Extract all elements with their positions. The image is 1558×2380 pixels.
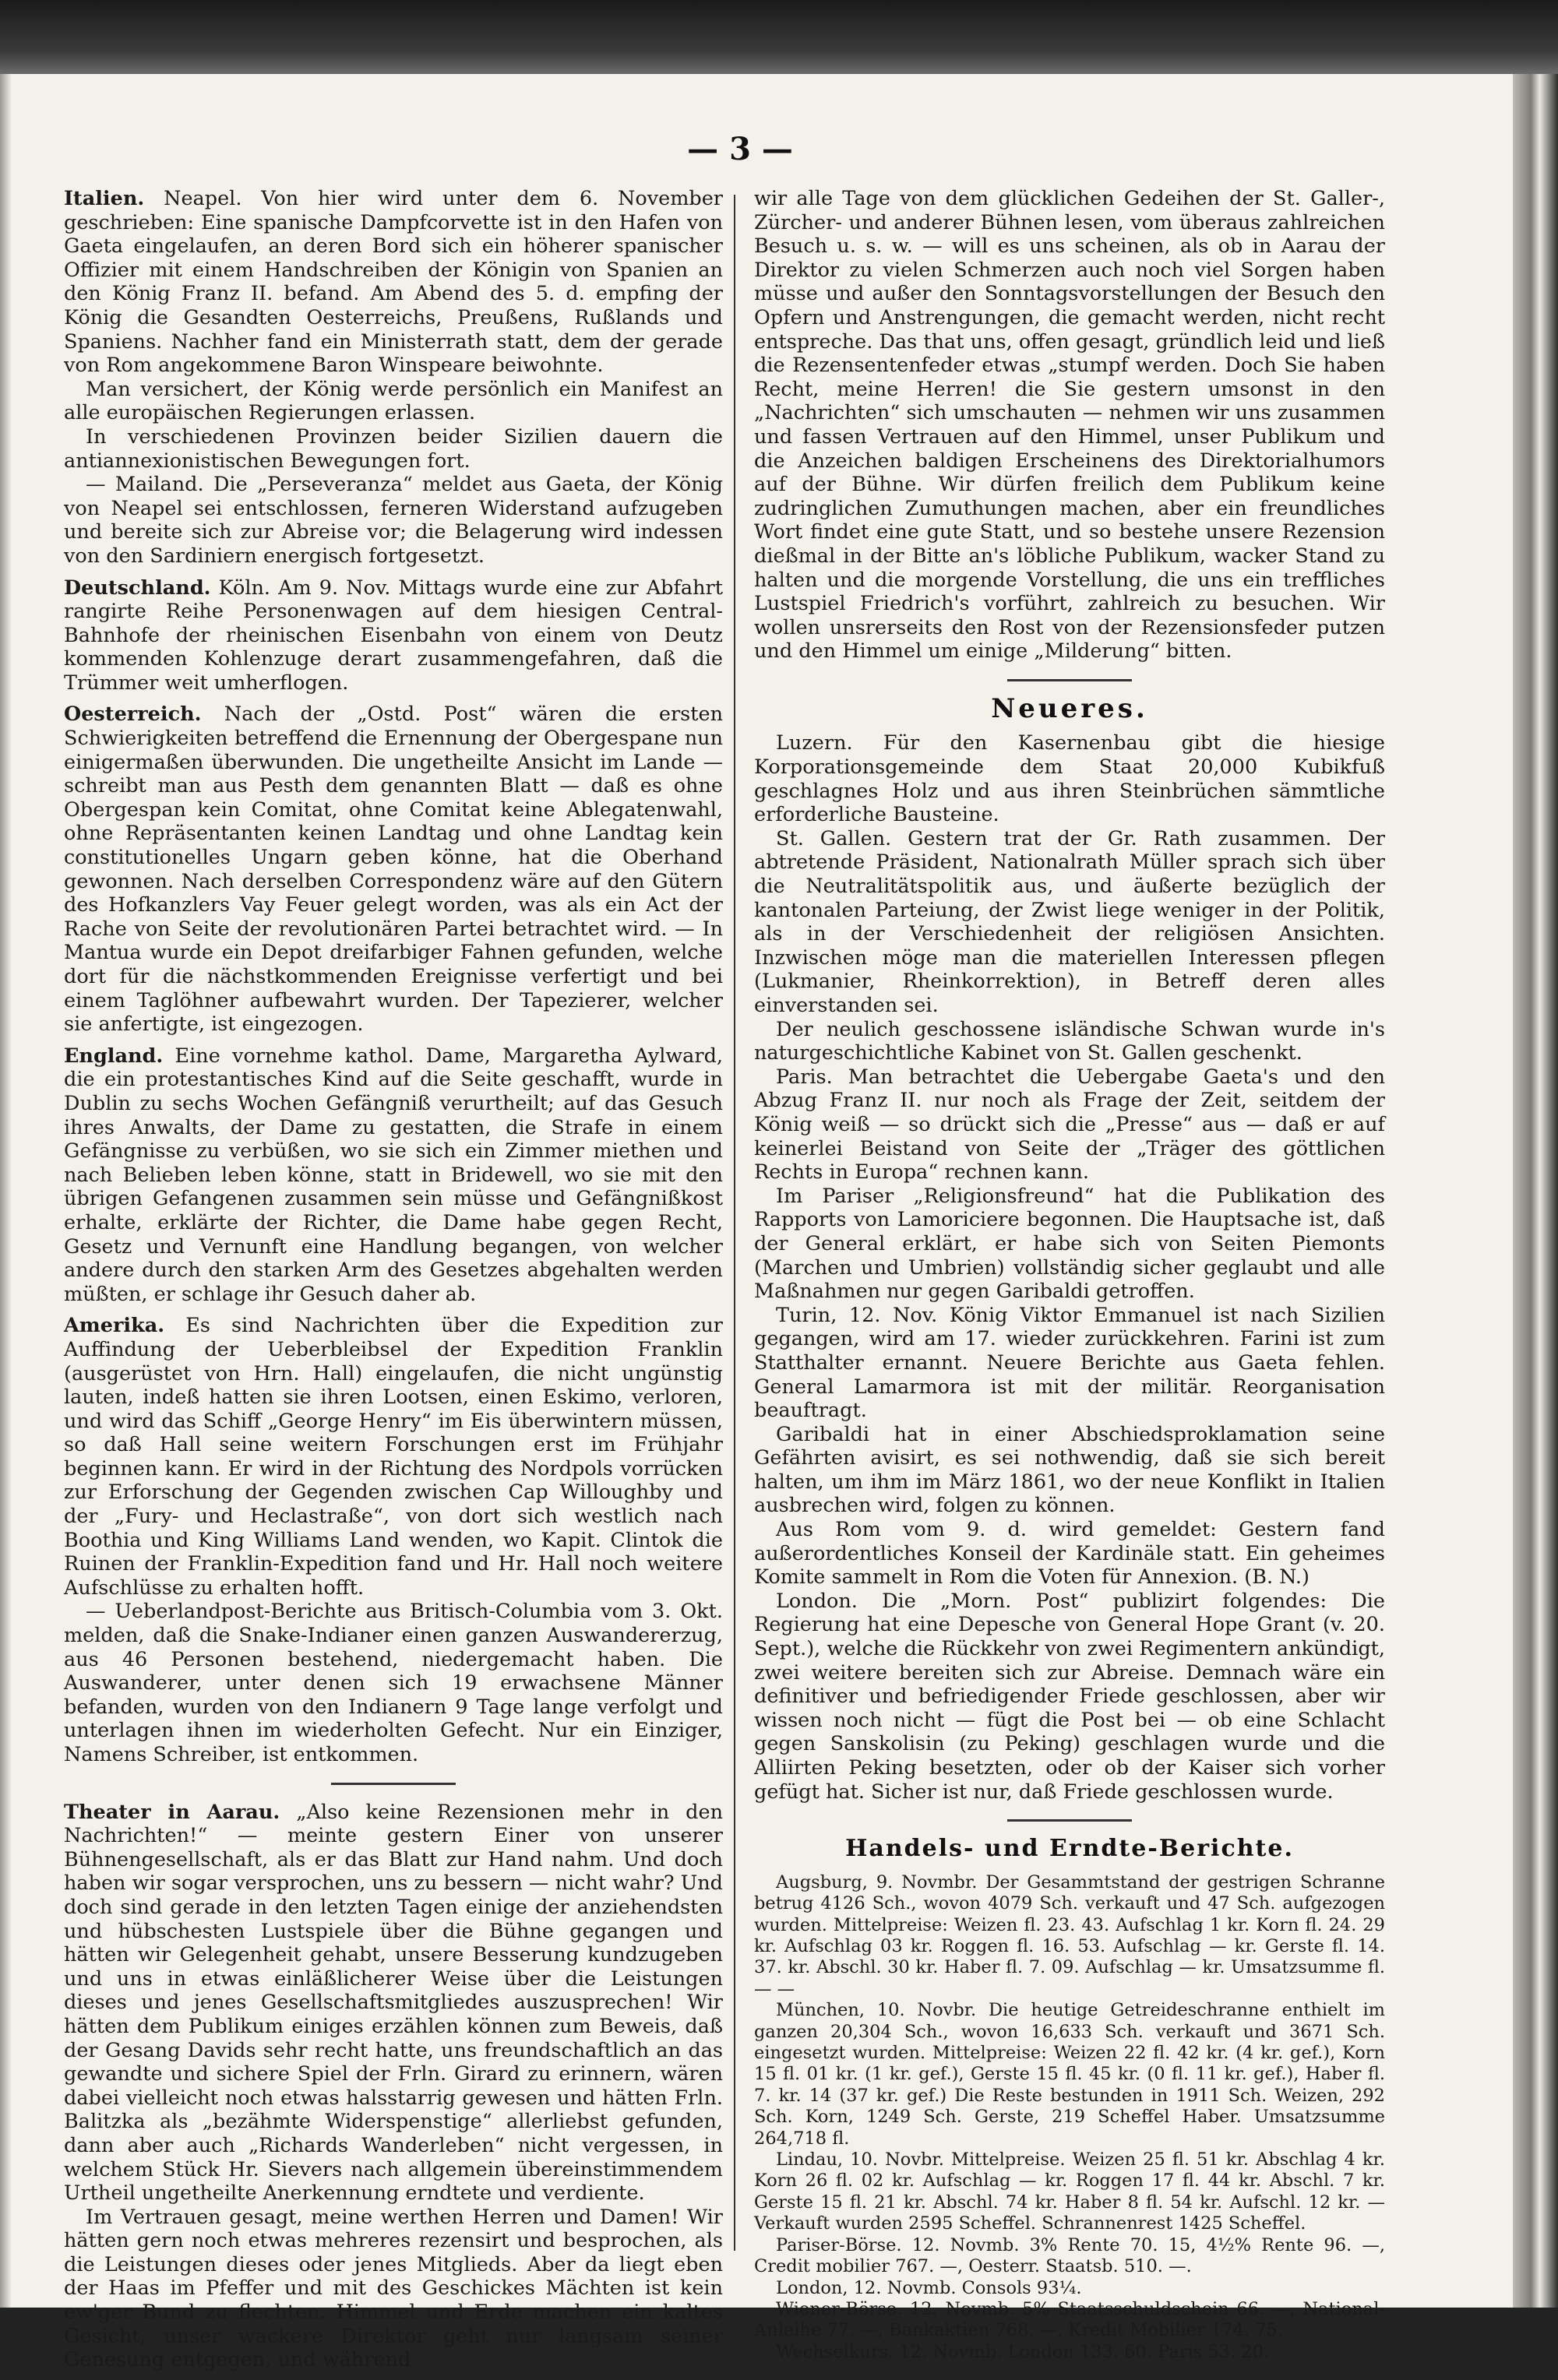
article-heading: Italien. [64, 187, 145, 210]
market-report: Pariser-Börse. 12. Novmb. 3% Rente 70. 15, 4½% Rente 96. —, Credit mobilier 767. —, Oesterr. Staatsb. 510. —. [754, 2234, 1385, 2277]
article-heading: Theater in Aarau. [64, 1800, 280, 1824]
scan-right-edge [1513, 74, 1558, 2308]
article-paragraph: Neapel. Von hier wird unter dem 6. November geschrieben: Eine spanische Dampfcorvette ist in den Hafen von Gaeta eingelaufen, an deren Bord sich ein höherer spanischer Offizier mit einem Handschreiben der Königin von Spanien an den König Franz II. befand. Am Abend des 5. d. empfing der König die Gesandten Oesterreichs, Preußens, Rußlands und Spaniens. Nachher fand ein Ministerrath statt, dem der gerade von Rom angekommene Baron Winspeare beiwohnte. [64, 187, 723, 378]
news-item: Aus Rom vom 9. d. wird gemeldet: Gestern fand außerordentliches Konseil der Kardinäle statt. Ein geheimes Komite sammelt in Rom die Voten für Annexion. (B. N.) [754, 1518, 1385, 1590]
article-paragraph: Man versichert, der König werde persönlich ein Manifest an alle europäischen Regierungen erlassen. [64, 377, 723, 425]
article-theater-aarau [64, 1801, 723, 2372]
article-heading: England. [64, 1044, 164, 1068]
article-paragraph: Köln. Am 9. Nov. Mittags wurde eine zur Abfahrt rangirte Reihe Personenwagen auf dem hiesigen Central-Bahnhofe der rheinischen Eisenbahn von einem von Deutz kommenden Kohlenzuge derart zusammengefahren, daß die Trümmer weit umherflogen. [64, 576, 723, 695]
article-england [64, 1044, 723, 1307]
left-column [64, 187, 723, 2380]
market-report: London, 12. Novmb. Consols 93¼. [776, 2277, 1082, 2298]
article-paragraph: — Mailand. Die „Perseveranza“ meldet aus Gaeta, der König von Neapel sei entschlossen, ferneren Widerstand aufzugeben und bereite sich zur Abreise vor; die Belagerung wird indessen von den Sardiniern energisch fortgesetzt. [64, 473, 723, 568]
news-item: Im Pariser „Religionsfreund“ hat die Publikation des Rapports von Lamoriciere begonnen. Die Hauptsache ist, daß der General erklärt, er habe sich von Seiten Piemonts (Marchen und Umbrien) vollständig sicher geglaubt und alle Maßnahmen nur gegen Garibaldi getroffen. [754, 1184, 1385, 1304]
right-column [754, 187, 1385, 2371]
article-heading: Oesterreich. [64, 702, 202, 727]
article-paragraph: Im Vertrauen gesagt, meine werthen Herren und Damen! Wir hätten gern noch etwas mehreres rezensirt und besprochen, als die Leistungen dieses oder jenes Mitglieds. Aber da liegt eben der Haas im Pfeffer und mit des Geschickes Mächten ist kein ew'ger Bund zu flechten. Himmel und Erde machen ein kaltes Gesicht, unser wackere Direktor geht nur langsam seiner Genesung entgegen, und während [64, 2205, 723, 2372]
article-heading: Amerika. [64, 1314, 165, 1338]
column-divider [734, 195, 735, 2251]
news-item: Der neulich geschossene isländische Schwan wurde in's naturgeschichtliche Kabinet von St. Gallen geschenkt. [754, 1017, 1385, 1065]
article-paragraph: wir alle Tage von dem glücklichen Gedeihen der St. Galler-, Zürcher- und anderer Bühnen lesen, vom überaus zahlreichen Besuch u. s. w. — will es uns scheinen, als ob in Aarau der Direktor zu vielen Schmerzen auch noch viel Sorgen haben müsse und außer den Sonntagsvorstellungen der Besuch den Opfern und Anstrengungen, die gemacht werden, nicht recht entspreche. Das that uns, offen gesagt, gründlich leid und ließ die Rezensentenfeder etwas „stumpf werden. Doch Sie haben Recht, meine Herren! die Sie gestern umsonst in den „Nachrichten“ sich umschauten — nehmen wir uns zusammen und fassen Vertrauen auf den Himmel, unser Publikum und die Anzeichen baldigen Erscheinens des Direktorialhumors auf der Bühne. Wir dürfen freilich dem Publikum keine zudringlichen Zumuthungen machen, aber ein freundliches Wort findet eine gute Statt, und so bestehe unsere Rezension dießmal in der Bitte an's löbliche Publikum, wacker Stand zu halten und die morgende Vorstellung, die uns ein treffliches Lustspiel Friedrich's vorführt, zahlreich zu besuchen. Wir wollen unsrerseits den Rost von der Rezensionsfeder putzen und den Himmel um einige „Milderung“ bitten. [754, 187, 1385, 664]
article-theater-continued [754, 187, 1385, 664]
section-title-neueres: Neueres. [991, 692, 1148, 724]
market-report: Lindau, 10. Novbr. Mittelpreise. Weizen 25 fl. 51 kr. Abschlag 4 kr. Korn 26 fl. 02 kr. Aufschlag — kr. Roggen 17 fl. 44 kr. Abschl. 7 kr. Gerste 15 fl. 21 kr. Abschl. 74 kr. Haber 8 fl. 54 kr. Aufschl. 12 kr. — Verkauft wurden 2595 Scheffel. Schrannenrest 1425 Scheffel. [754, 2149, 1385, 2234]
market-report: Wiener-Börse. 12. Novmb. 5% Staatsschuldschein 66. —, National-Anleihe 77. —, Bankaktien 768. —, Kredit Mobilier 174. 75. [754, 2298, 1385, 2341]
article-paragraph: Es sind Nachrichten über die Expedition zur Auffindung der Ueberbleibsel der Expedition Franklin (ausgerüstet von Hrn. Hall) eingelaufen, die nicht ungünstig lauten, indeß hatten sie ihren Lootsen, einen Eskimo, verloren, und wird das Schiff „George Henry“ im Eis überwintern müssen, so daß Hall seine weitern Forschungen erst im Frühjahr beginnen kann. Er wird in der Richtung des Nordpols vorrücken zur Erforschung der Gegenden zwischen Cap Willoughby und der „Fury- und Heclastraße“, von dort sich westlich nach Boothia und King Williams Land wenden, wo Kapit. Clintok die Ruinen der Franklin-Expedition fand und Hr. Hall noch weitere Aufschlüsse zu erhalten hofft. [64, 1314, 723, 1600]
news-item: Luzern. Für den Kasernenbau gibt die hiesige Korporationsgemeinde dem Staat 20,000 Kubikfuß geschlagnes Holz und aus ihren Steinbrüchen sämmtliche erforderliche Bausteine. [754, 731, 1385, 827]
section-title-handels: Handels- und Erndte-Berichte. [845, 1835, 1294, 1863]
news-list [754, 731, 1385, 1804]
article-paragraph: Eine vornehme kathol. Dame, Margaretha Aylward, die ein protestantisches Kind auf die Seite geschafft, wurde in Dublin zu sechs Wochen Gefängniß verurtheilt; auf das Gesuch ihres Anwalts, der Dame zu gestatten, die Strafe in einem Gefängnisse zu verbüßen, wo sie sich ein Zimmer miethen und nach Belieben leben könne, statt in Bridewell, wo sie mit den übrigen Gefangenen zusammen sein müsse und Gefängnißkost erhalte, erklärte der Richter, die Dame habe gegen Recht, Gesetz und Vernunft eine Handlung begangen, von welcher andere durch den starken Arm des Gesetzes abgehalten werden müßten, er schlage ihr Gesuch daher ab. [64, 1044, 723, 1306]
page-number: — 3 — [687, 131, 793, 167]
section-separator [1007, 679, 1132, 681]
scan-top-edge [0, 0, 1558, 74]
article-deutschland [64, 576, 723, 695]
market-report: München, 10. Novbr. Die heutige Getreideschranne enthielt im ganzen 20,304 Sch., wovon 16,633 Sch. verkauft und 3671 Sch. eingesetzt wurden. Mittelpreise: Weizen 22 fl. 42 kr. (4 kr. gef.), Korn 15 fl. 01 kr. (1 kr. gef.), Gerste 15 fl. 45 kr. (0 fl. 11 kr. gef.), Haber fl. 7. kr. 14 (37 kr. gef.) Die Reste bestunden in 1911 Sch. Weizen, 292 Sch. Korn, 1249 Sch. Gerste, 219 Scheffel Haber. Umsatzsumme 264,718 fl. [754, 2000, 1385, 2149]
article-oesterreich [64, 702, 723, 1036]
news-item: Turin, 12. Nov. König Viktor Emmanuel ist nach Sizilien gegangen, wird am 17. wieder zurückkehren. Farini ist zum Statthalter ernannt. Neuere Berichte aus Gaeta fehlen. General Lamarmora ist mit der militär. Reorganisation beauftragt. [754, 1303, 1385, 1423]
market-report: Wechselkurs. 12. Novmb. London 133. 60. Paris 53. 20. [776, 2341, 1270, 2362]
article-paragraph: — Ueberlandpost-Berichte aus Britisch-Columbia vom 3. Okt. melden, daß die Snake-Indianer einen ganzen Auswandererzug, aus 46 Personen bestehend, niedergemacht haben. Die Auswanderer, unter denen sich 19 erwachsene Männer befanden, wurden von den Indianern 9 Tage lange verfolgt und unterlagen ihnen im wiederholten Gefecht. Nur ein Einziger, Namens Schreiber, ist entkommen. [64, 1600, 723, 1766]
article-paragraph: In verschiedenen Provinzen beider Sizilien dauern die antiannexionistischen Bewegungen fort. [64, 424, 723, 473]
article-italien [64, 187, 723, 569]
market-report: Augsburg, 9. Novmbr. Der Gesammtstand der gestrigen Schranne betrug 4126 Sch., wovon 4079 Sch. verkauft und 47 Sch. aufgezogen wurden. Mittelpreise: Weizen fl. 23. 43. Aufschlag 1 kr. Korn fl. 24. 29 kr. Aufschlag 03 kr. Roggen fl. 16. 53. Aufschlag — kr. Gerste fl. 14. 37. kr. Abschl. 30 kr. Haber fl. 7. 09. Aufschlag — kr. Umsatzsumme fl. — — [754, 1871, 1385, 1999]
article-amerika [64, 1314, 723, 1766]
market-reports [754, 1872, 1385, 2363]
news-item: Paris. Man betrachtet die Uebergabe Gaeta's und den Abzug Franz II. nur noch als Frage der Zeit, seitdem der König weiß — so drückt sich die „Presse“ aus — daß er auf keinerlei Beistand von Seite der „Träger des göttlichen Rechts in Europa“ rechnen kann. [754, 1065, 1385, 1185]
article-paragraph: Nach der „Ostd. Post“ wären die ersten Schwierigkeiten betreffend die Ernennung der Obergespane nun einigermaßen überwunden. Die ungetheilte Ansicht im Lande — schreibt man aus Pesth dem genannten Blatt — daß es ohne Obergespan kein Comitat, ohne Comitat keine Ablegatenwahl, ohne Repräsentanten keinen Landtag und ohne Landtag kein constitutionelles Ungarn geben könne, hat die Oberhand gewonnen. Nach derselben Correspondenz wäre auf den Gütern des Hofkanzlers Vay Feuer gelegt worden, was als ein Act der Rache von Seite der revolutionären Partei betrachtet wird. — In Mantua wurde ein Depot dreifarbiger Fahnen gefunden, welche dort für die nächstkommenden Ereignisse verfertigt und bei einem Taglöhner aufbewahrt wurden. Der Tapezierer, welcher sie anfertigte, ist eingezogen. [64, 702, 723, 1037]
scan-left-edge [0, 74, 11, 2308]
article-heading: Deutschland. [64, 576, 211, 600]
section-separator [331, 1783, 456, 1785]
news-item: London. Die „Morn. Post“ publizirt folgendes: Die Regierung hat eine Depesche von General Hope Grant (v. 20. Sept.), welche die Rückkehr von zwei Regimentern ankündigt, zwei weitere bereiten sich zur Abreise. Demnach wäre ein definitiver und befriedigender Friede geschlossen, aber wir wissen noch nicht — fügt die Post bei — ob eine Schlacht gegen Sanskolisin (zu Peking) geschlagen wurde und die Alliirten Peking besetzten, oder ob der Kaiser sich vorher gefügt hat. Sicher ist nur, daß Friede geschlossen wurde. [754, 1589, 1385, 1804]
news-item: Garibaldi hat in einer Abschiedsproklamation seine Gefährten avisirt, es sei nothwendig, daß sie sich bereit halten, um ihm im März 1861, wo der neue Konflikt in Italien ausbrechen wird, folgen zu können. [754, 1422, 1385, 1518]
section-separator [1007, 1819, 1132, 1822]
news-item: St. Gallen. Gestern trat der Gr. Rath zusammen. Der abtretende Präsident, Nationalrath Müller sprach sich über die Neutralitätspolitik aus, und äußerte bezüglich der kantonalen Parteiung, der Zwist liege weniger in der Politik, als in der Verschiedenheit der religiösen Ansichten. Inzwischen möge man die materiellen Interessen pflegen (Lukmanier, Rheinkorrektion), in Betreff deren alles einverstanden sei. [754, 826, 1385, 1017]
article-paragraph: „Also keine Rezensionen mehr in den Nachrichten!“ — meinte gestern Einer von unserer Bühnengesellschaft, als er das Blatt zur Hand nahm. Und doch haben wir sogar versprochen, uns zu bessern — nicht wahr? Und doch sind gerade in den letzten Tagen einige der anziehendsten und hübschesten Lustspiele über die Bühne gegangen und hätten wir Gelegenheit gehabt, unsere Besserung kundzugeben und uns in etwas einläßlicherer Weise über die Leistungen dieses und jenes Gesellschaftsmitgliedes auszusprechen! Wir hätten dem Publikum einiges erzählen können zum Beweis, daß der Gesang Davids sehr recht hatte, uns freundschaftlich an das gewandte und sichere Spiel der Frln. Girard zu erinnern, wären dabei vielleicht noch etwas halsstarrig gewesen und hätten Frln. Balitzka als „bezähmte Widerspenstige“ allerliebst gefunden, dann aber auch „Richards Wanderleben“ nicht vergessen, in welchem Stück Hr. Sievers nach allgemein übereinstimmendem Urtheil ungetheilte Anerkennung erndtete und verdiente. [64, 1800, 724, 2206]
